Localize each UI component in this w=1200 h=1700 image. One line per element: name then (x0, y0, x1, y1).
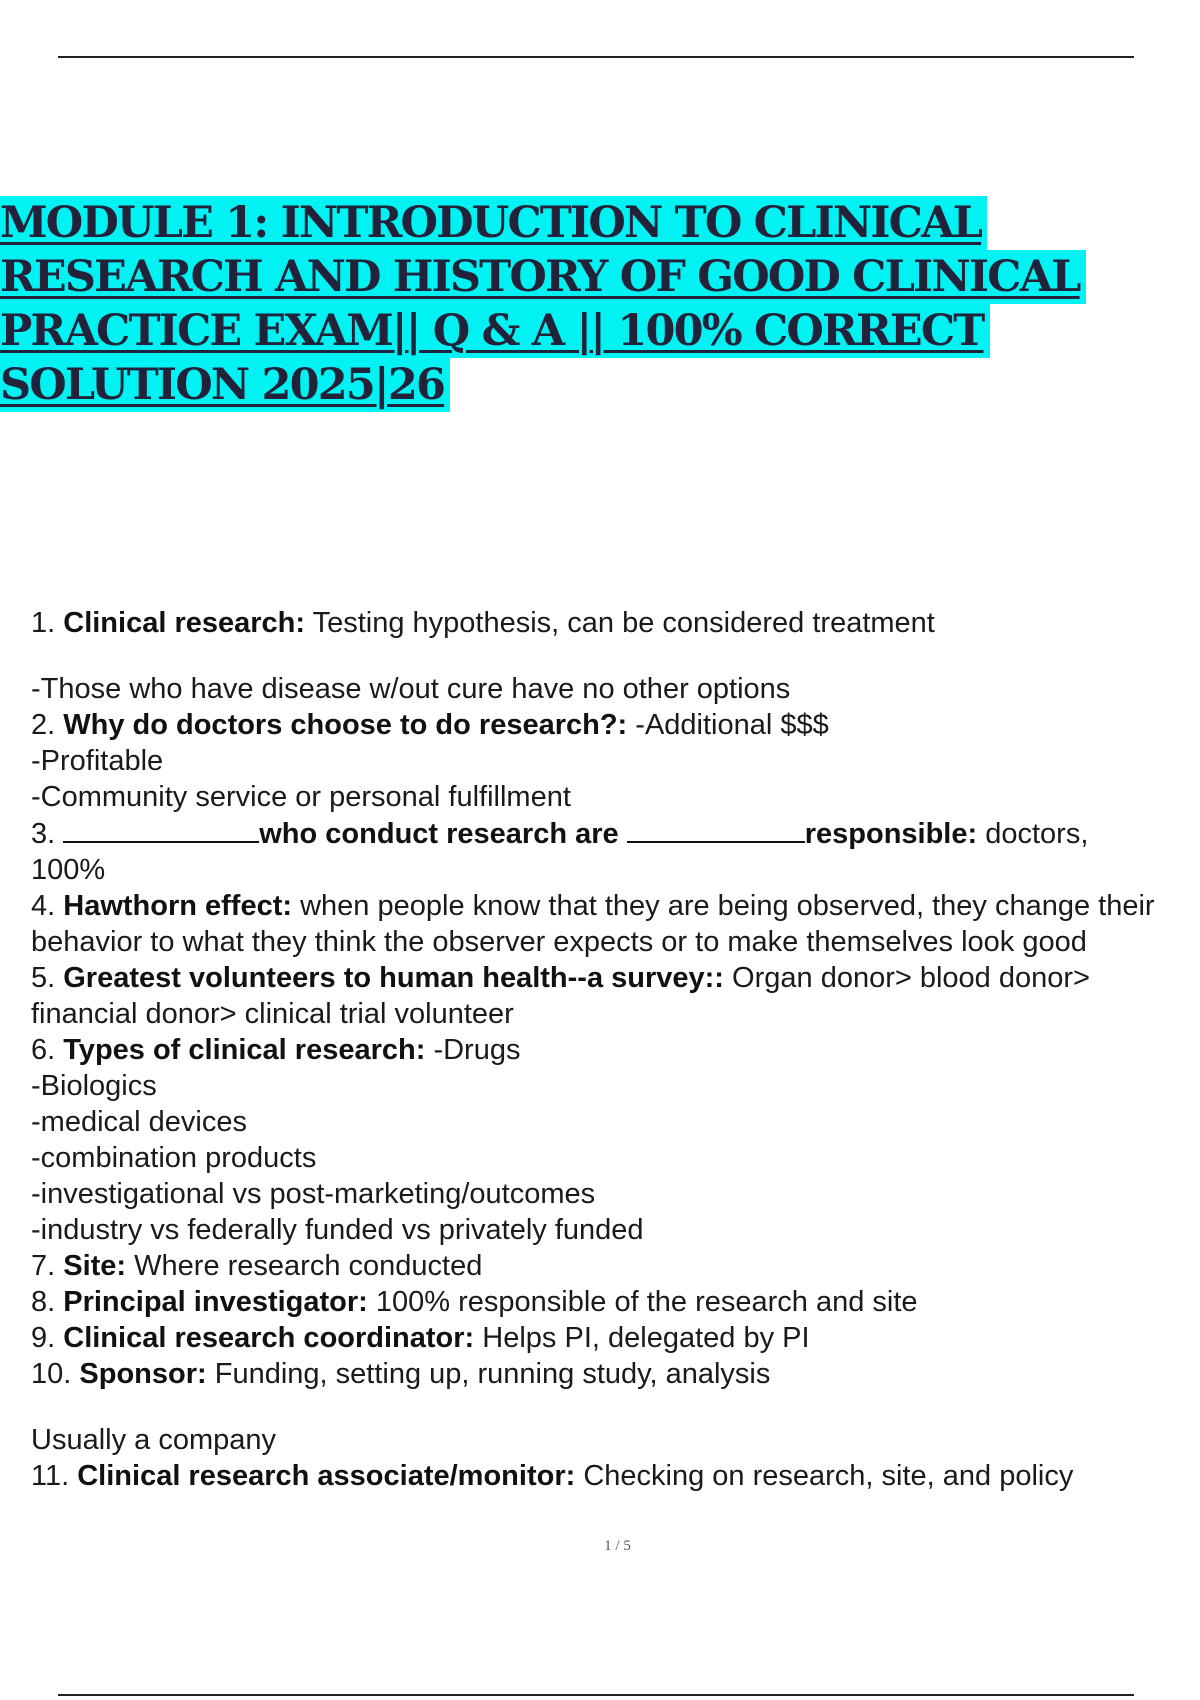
item-number: 5. (31, 962, 56, 994)
qa-item-10 (31, 1356, 1196, 1392)
answer-text: Where research conducted (134, 1250, 483, 1282)
qa-item-7 (31, 1248, 1196, 1284)
question-answer-list (31, 605, 1196, 1494)
item-number: 7. (31, 1250, 56, 1282)
answer-continuation: -Those who have disease w/out cure have no other options (31, 673, 791, 705)
item-number: 4. (31, 890, 56, 922)
bottom-divider (58, 1694, 1134, 1696)
question-text: Clinical research: (63, 607, 306, 639)
answer-text-continued: 100% (31, 854, 106, 886)
document-title (0, 196, 1195, 412)
answer-continuation: -Profitable (31, 745, 164, 777)
qa-item-9 (31, 1320, 1196, 1356)
fill-in-blank (63, 815, 259, 843)
question-text: Types of clinical research: (63, 1034, 426, 1066)
page-number: 1 / 5 (604, 1538, 631, 1554)
question-text: Sponsor: (79, 1358, 207, 1390)
item-number: 10. (31, 1358, 72, 1390)
qa-item-5 (31, 960, 1196, 1032)
item-number: 9. (31, 1322, 56, 1354)
answer-continuation: -Biologics (31, 1070, 157, 1102)
answer-text: Testing hypothesis, can be considered treatment (312, 607, 935, 639)
answer-continuation: -industry vs federally funded vs privately funded (31, 1214, 644, 1246)
item-number: 8. (31, 1286, 56, 1318)
item-number: 6. (31, 1034, 56, 1066)
answer-text: -Additional $$$ (635, 709, 829, 741)
answer-continuation: Usually a company (31, 1424, 276, 1456)
qa-item-2 (31, 707, 1196, 743)
answer-continuation: -combination products (31, 1142, 317, 1174)
answer-text: -Drugs (433, 1034, 521, 1066)
question-text: Clinical research associate/monitor: (77, 1460, 576, 1492)
item-number: 11. (31, 1460, 70, 1492)
fill-in-blank (627, 815, 805, 843)
answer-text: Checking on research, site, and policy (583, 1460, 1074, 1492)
title-line-1: MODULE 1: INTRODUCTION TO CLINICAL (0, 196, 987, 250)
qa-item-8 (31, 1284, 1196, 1320)
answer-text: Funding, setting up, running study, analysis (214, 1358, 771, 1390)
question-text: Principal investigator: (63, 1286, 368, 1318)
item-number: 1. (31, 607, 56, 639)
title-line-3: PRACTICE EXAM|| Q & A || 100% CORRECT (0, 304, 990, 358)
question-text: Greatest volunteers to human health--a survey:: (63, 962, 724, 994)
question-text-part-2: responsible: (804, 818, 978, 850)
qa-item-4 (31, 888, 1196, 960)
question-text: Hawthorn effect: (63, 890, 293, 922)
qa-item-11 (31, 1458, 1196, 1494)
paragraph-gap (31, 1392, 1196, 1422)
qa-item-3 (31, 815, 1196, 888)
top-divider (58, 56, 1134, 58)
qa-item-1 (31, 605, 1196, 641)
answer-text: Helps PI, delegated by PI (482, 1322, 810, 1354)
answer-text: when people know that they are being observed, they change their behavior to what they think the observer expects or to make themselves look good (31, 890, 1155, 958)
title-line-4: SOLUTION 2025|26 (0, 358, 450, 412)
question-text-part-1: who conduct research are (259, 818, 619, 850)
answer-text: doctors, (985, 818, 1089, 850)
question-text: Site: (63, 1250, 127, 1282)
item-number: 2. (31, 709, 56, 741)
paragraph-gap (31, 641, 1196, 671)
question-text: Why do doctors choose to do research?: (63, 709, 628, 741)
item-number: 3. (31, 818, 56, 850)
question-text: Clinical research coordinator: (63, 1322, 475, 1354)
answer-continuation: -investigational vs post-marketing/outcomes (31, 1178, 596, 1210)
answer-continuation: -Community service or personal fulfillment (31, 781, 571, 813)
answer-text: 100% responsible of the research and site (375, 1286, 918, 1318)
answer-continuation: -medical devices (31, 1106, 247, 1138)
title-line-2: RESEARCH AND HISTORY OF GOOD CLINICAL (0, 250, 1086, 304)
answer-text: Organ donor> blood donor> financial donor> clinical trial volunteer (31, 962, 1090, 1030)
qa-item-6 (31, 1032, 1196, 1068)
